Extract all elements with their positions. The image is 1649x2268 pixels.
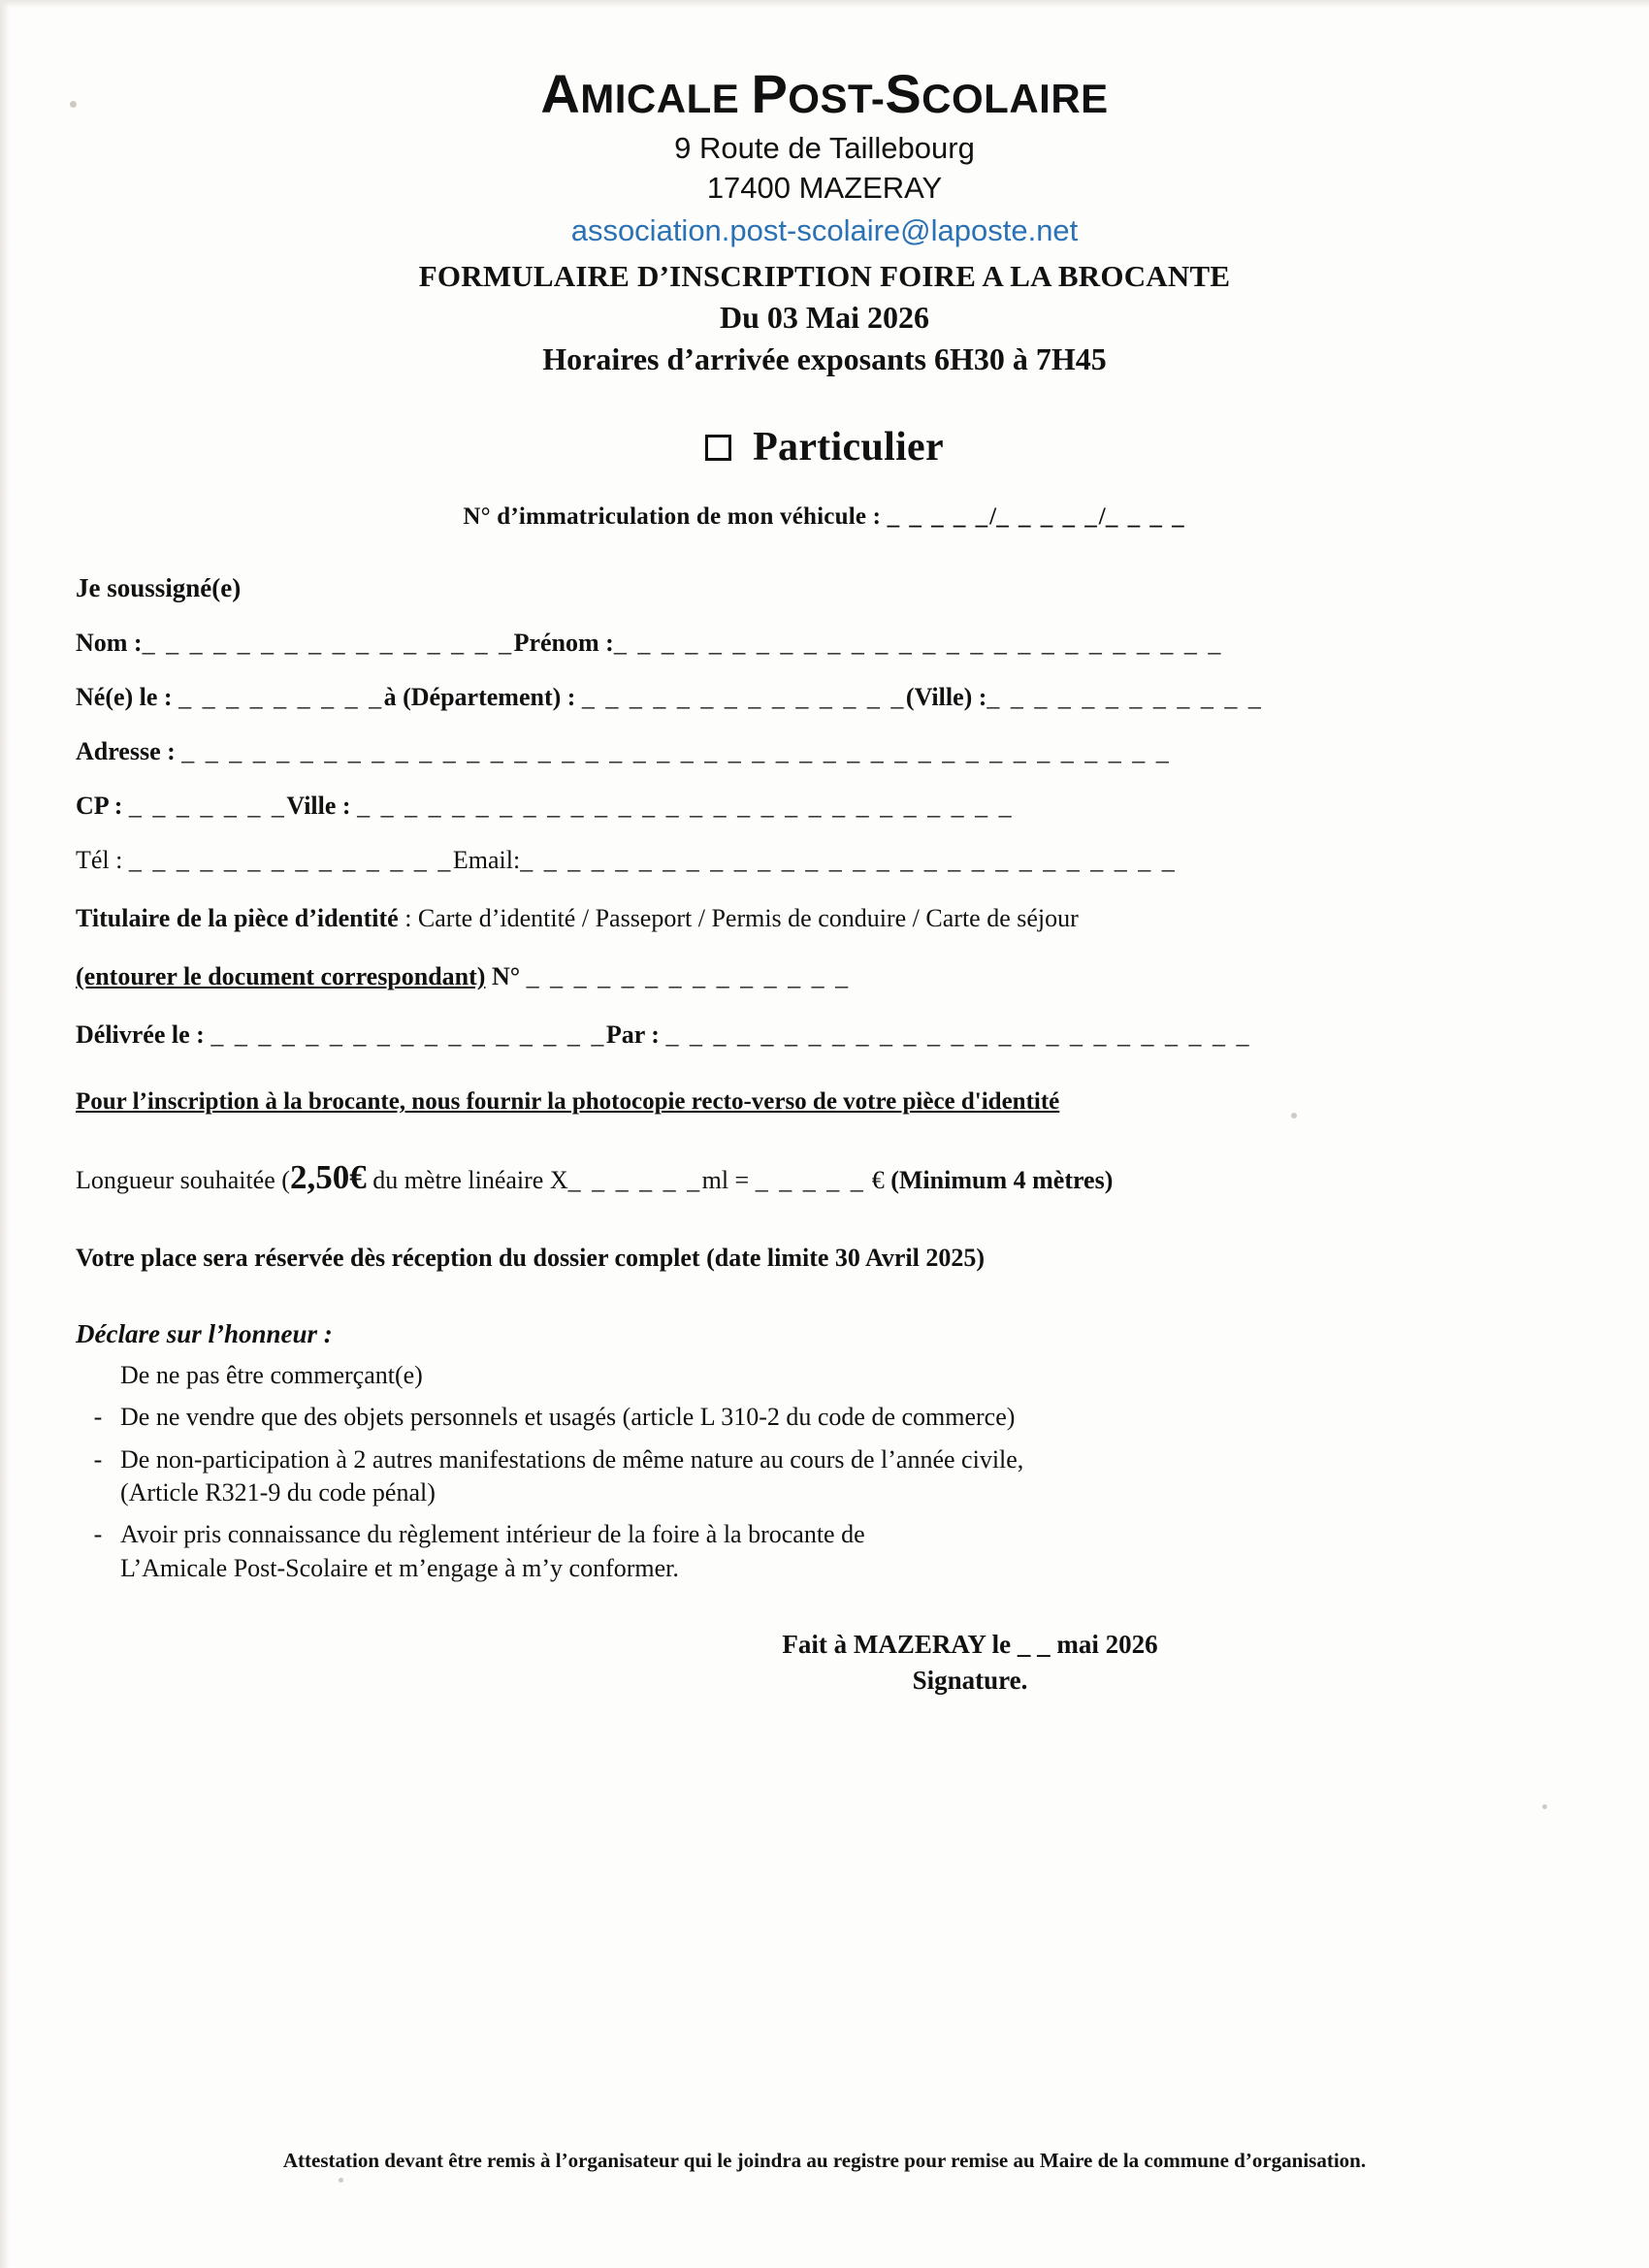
length-meters-input[interactable]: _ _ _ _ _ _ bbox=[567, 1166, 702, 1195]
email-input[interactable]: _ _ _ _ _ _ _ _ _ _ _ _ _ _ _ _ _ _ _ _ _ _ _ _ _ _ _ _ bbox=[520, 846, 1178, 875]
bullet-dash: - bbox=[93, 1444, 103, 1474]
lastname-label: Nom : bbox=[76, 629, 143, 658]
list-item bbox=[76, 1443, 1573, 1510]
identity-number-input[interactable]: _ _ _ _ _ _ _ _ _ _ _ _ _ _ bbox=[526, 962, 851, 991]
address-input[interactable]: _ _ _ _ _ _ _ _ _ _ _ _ _ _ _ _ _ _ _ _ _ _ _ _ _ _ _ _ _ _ _ _ _ _ _ _ _ _ _ _ _ _ bbox=[181, 737, 1172, 766]
identity-issue-row bbox=[76, 1021, 1573, 1050]
birthdate-input[interactable]: _ _ _ _ _ _ _ _ _ bbox=[178, 683, 384, 712]
org-title-part-3-rest: COLAIRE bbox=[922, 76, 1109, 121]
scan-speck bbox=[1542, 1804, 1547, 1809]
birth-city-label: (Ville) : bbox=[905, 683, 987, 712]
form-date: Du 03 Mai 2026 bbox=[720, 300, 929, 336]
price-per-meter: 2,50€ bbox=[289, 1158, 367, 1197]
firstname-label: Prénom : bbox=[513, 629, 614, 658]
identity-issue-date-label: Délivrée le : bbox=[76, 1021, 211, 1050]
phone-email-row bbox=[76, 846, 1573, 875]
length-prefix: Longueur souhaitée ( bbox=[76, 1166, 290, 1195]
vehicle-registration-label: N° d’immatriculation de mon véhicule : bbox=[463, 503, 888, 531]
identity-holder-row bbox=[76, 904, 1573, 933]
vehicle-registration-field-3[interactable]: _ _ _ _ bbox=[1105, 503, 1186, 531]
org-title-part-2: P bbox=[751, 63, 789, 124]
declaration-list bbox=[76, 1359, 1573, 1585]
signature-block bbox=[76, 1630, 1573, 1696]
footer-note: Attestation devant être remis à l’organisateur qui le joindra au registre pour remise au Maire de la commune d’organisation. bbox=[282, 2149, 1367, 2172]
identity-circle-instruction: (entourer le document correspondant) bbox=[76, 962, 486, 991]
identity-holder-options[interactable]: : Carte d’identité / Passeport / Permis de conduire / Carte de séjour bbox=[398, 904, 1079, 933]
signature-label[interactable]: Signature. bbox=[912, 1665, 1028, 1695]
organization-title bbox=[76, 63, 1573, 124]
declaration-text: De non-participation à 2 autres manifestations de même nature au cours de l’année civile, bbox=[120, 1444, 1024, 1474]
empty-checkbox-icon[interactable] bbox=[705, 435, 731, 461]
form-title: FORMULAIRE D’INSCRIPTION FOIRE A LA BROCANTE bbox=[418, 259, 1231, 294]
list-item bbox=[76, 1359, 1573, 1392]
birthdate-label: Né(e) le : bbox=[76, 683, 179, 712]
list-item bbox=[76, 1401, 1573, 1434]
vehicle-registration-row bbox=[76, 503, 1573, 531]
vehicle-separator-2: / bbox=[1098, 503, 1106, 531]
identity-issue-date-input[interactable]: _ _ _ _ _ _ _ _ _ _ _ _ _ _ _ _ _ bbox=[210, 1021, 606, 1050]
organization-street: 9 Route de Taillebourg bbox=[674, 130, 975, 165]
declaration-text-cont: L’Amicale Post-Scolaire et m’engage à m’y conformer. bbox=[120, 1553, 679, 1582]
address-row bbox=[76, 737, 1573, 766]
city-label: Ville : bbox=[286, 792, 358, 821]
length-unit: ml = bbox=[701, 1166, 756, 1195]
length-currency: € bbox=[865, 1166, 891, 1195]
postal-city-row bbox=[76, 792, 1573, 821]
city-input[interactable]: _ _ _ _ _ _ _ _ _ _ _ _ _ _ _ _ _ _ _ _ _ _ _ _ _ _ _ _ bbox=[357, 792, 1015, 821]
undersigned-label: Je soussigné(e) bbox=[76, 573, 242, 603]
declaration-text: De ne pas être commerçant(e) bbox=[120, 1361, 423, 1390]
category-label: Particulier bbox=[753, 425, 944, 470]
birth-city-input[interactable]: _ _ _ _ _ _ _ _ _ _ _ _ bbox=[986, 683, 1264, 712]
length-total-input[interactable]: _ _ _ _ _ bbox=[755, 1166, 866, 1195]
signature-place-date[interactable]: Fait à MAZERAY le _ _ mai 2026 bbox=[782, 1629, 1158, 1659]
organization-city: 17400 MAZERAY bbox=[706, 170, 943, 205]
identity-photocopy-notice: Pour l’inscription à la brocante, nous fournir la photocopie recto-verso de votre pièce d'identité bbox=[76, 1088, 1060, 1116]
list-item bbox=[76, 1518, 1573, 1585]
org-title-part-1: A bbox=[540, 63, 581, 124]
length-middle: du mètre linéaire X bbox=[366, 1166, 568, 1195]
org-title-part-3: S bbox=[885, 63, 922, 124]
lastname-input[interactable]: _ _ _ _ _ _ _ _ _ _ _ _ _ _ _ _ bbox=[142, 629, 514, 658]
reservation-note: Votre place sera réservée dès réception du dossier complet (date limite 30 Avril 2025) bbox=[76, 1244, 985, 1273]
bullet-dash: - bbox=[93, 1520, 103, 1549]
vehicle-registration-field-2[interactable]: _ _ _ _ _ bbox=[996, 503, 1099, 531]
phone-label: Tél : bbox=[76, 846, 129, 875]
postal-code-input[interactable]: _ _ _ _ _ _ _ bbox=[128, 792, 287, 821]
identity-holder-label: Titulaire de la pièce d’identité bbox=[76, 904, 399, 933]
category-row bbox=[76, 424, 1573, 470]
vehicle-separator-1: / bbox=[989, 503, 997, 531]
phone-input[interactable]: _ _ _ _ _ _ _ _ _ _ _ _ _ _ bbox=[128, 846, 453, 875]
birth-department-label: à (Département) : bbox=[383, 683, 582, 712]
length-minimum-note: (Minimum 4 mètres) bbox=[890, 1166, 1114, 1195]
declaration-text: De ne vendre que des objets personnels et usagés (article L 310-2 du code de commerce) bbox=[120, 1403, 1016, 1432]
identity-issuer-label: Par : bbox=[605, 1021, 666, 1050]
birth-department-input[interactable]: _ _ _ _ _ _ _ _ _ _ _ _ _ _ bbox=[581, 683, 906, 712]
identity-issuer-input[interactable]: _ _ _ _ _ _ _ _ _ _ _ _ _ _ _ _ _ _ _ _ _ _ _ _ _ bbox=[665, 1021, 1251, 1050]
identity-circle-row bbox=[76, 962, 1573, 991]
identity-number-label: N° bbox=[485, 962, 527, 991]
birth-row bbox=[76, 683, 1573, 712]
organization-email-link[interactable]: association.post-scolaire@laposte.net bbox=[570, 212, 1079, 247]
firstname-input[interactable]: _ _ _ _ _ _ _ _ _ _ _ _ _ _ _ _ _ _ _ _ _ _ _ _ _ _ bbox=[613, 629, 1223, 658]
length-row bbox=[76, 1158, 1573, 1197]
address-label: Adresse : bbox=[76, 737, 182, 766]
bullet-dash: - bbox=[93, 1403, 103, 1432]
postal-code-label: CP : bbox=[76, 792, 129, 821]
vehicle-registration-field-1[interactable]: _ _ _ _ _ bbox=[887, 503, 990, 531]
org-title-part-2-rest: OST- bbox=[788, 76, 886, 121]
declaration-text-cont: (Article R321-9 du code pénal) bbox=[120, 1478, 436, 1507]
name-row bbox=[76, 629, 1573, 658]
email-label: Email: bbox=[452, 846, 521, 875]
org-title-part-1-rest: MICALE bbox=[580, 76, 752, 121]
form-hours: Horaires d’arrivée exposants 6H30 à 7H45 bbox=[542, 341, 1107, 377]
declaration-text: Avoir pris connaissance du règlement intérieur de la foire à la brocante de bbox=[120, 1520, 865, 1549]
scan-speck bbox=[339, 2178, 343, 2183]
declaration-title: Déclare sur l’honneur : bbox=[76, 1319, 333, 1349]
